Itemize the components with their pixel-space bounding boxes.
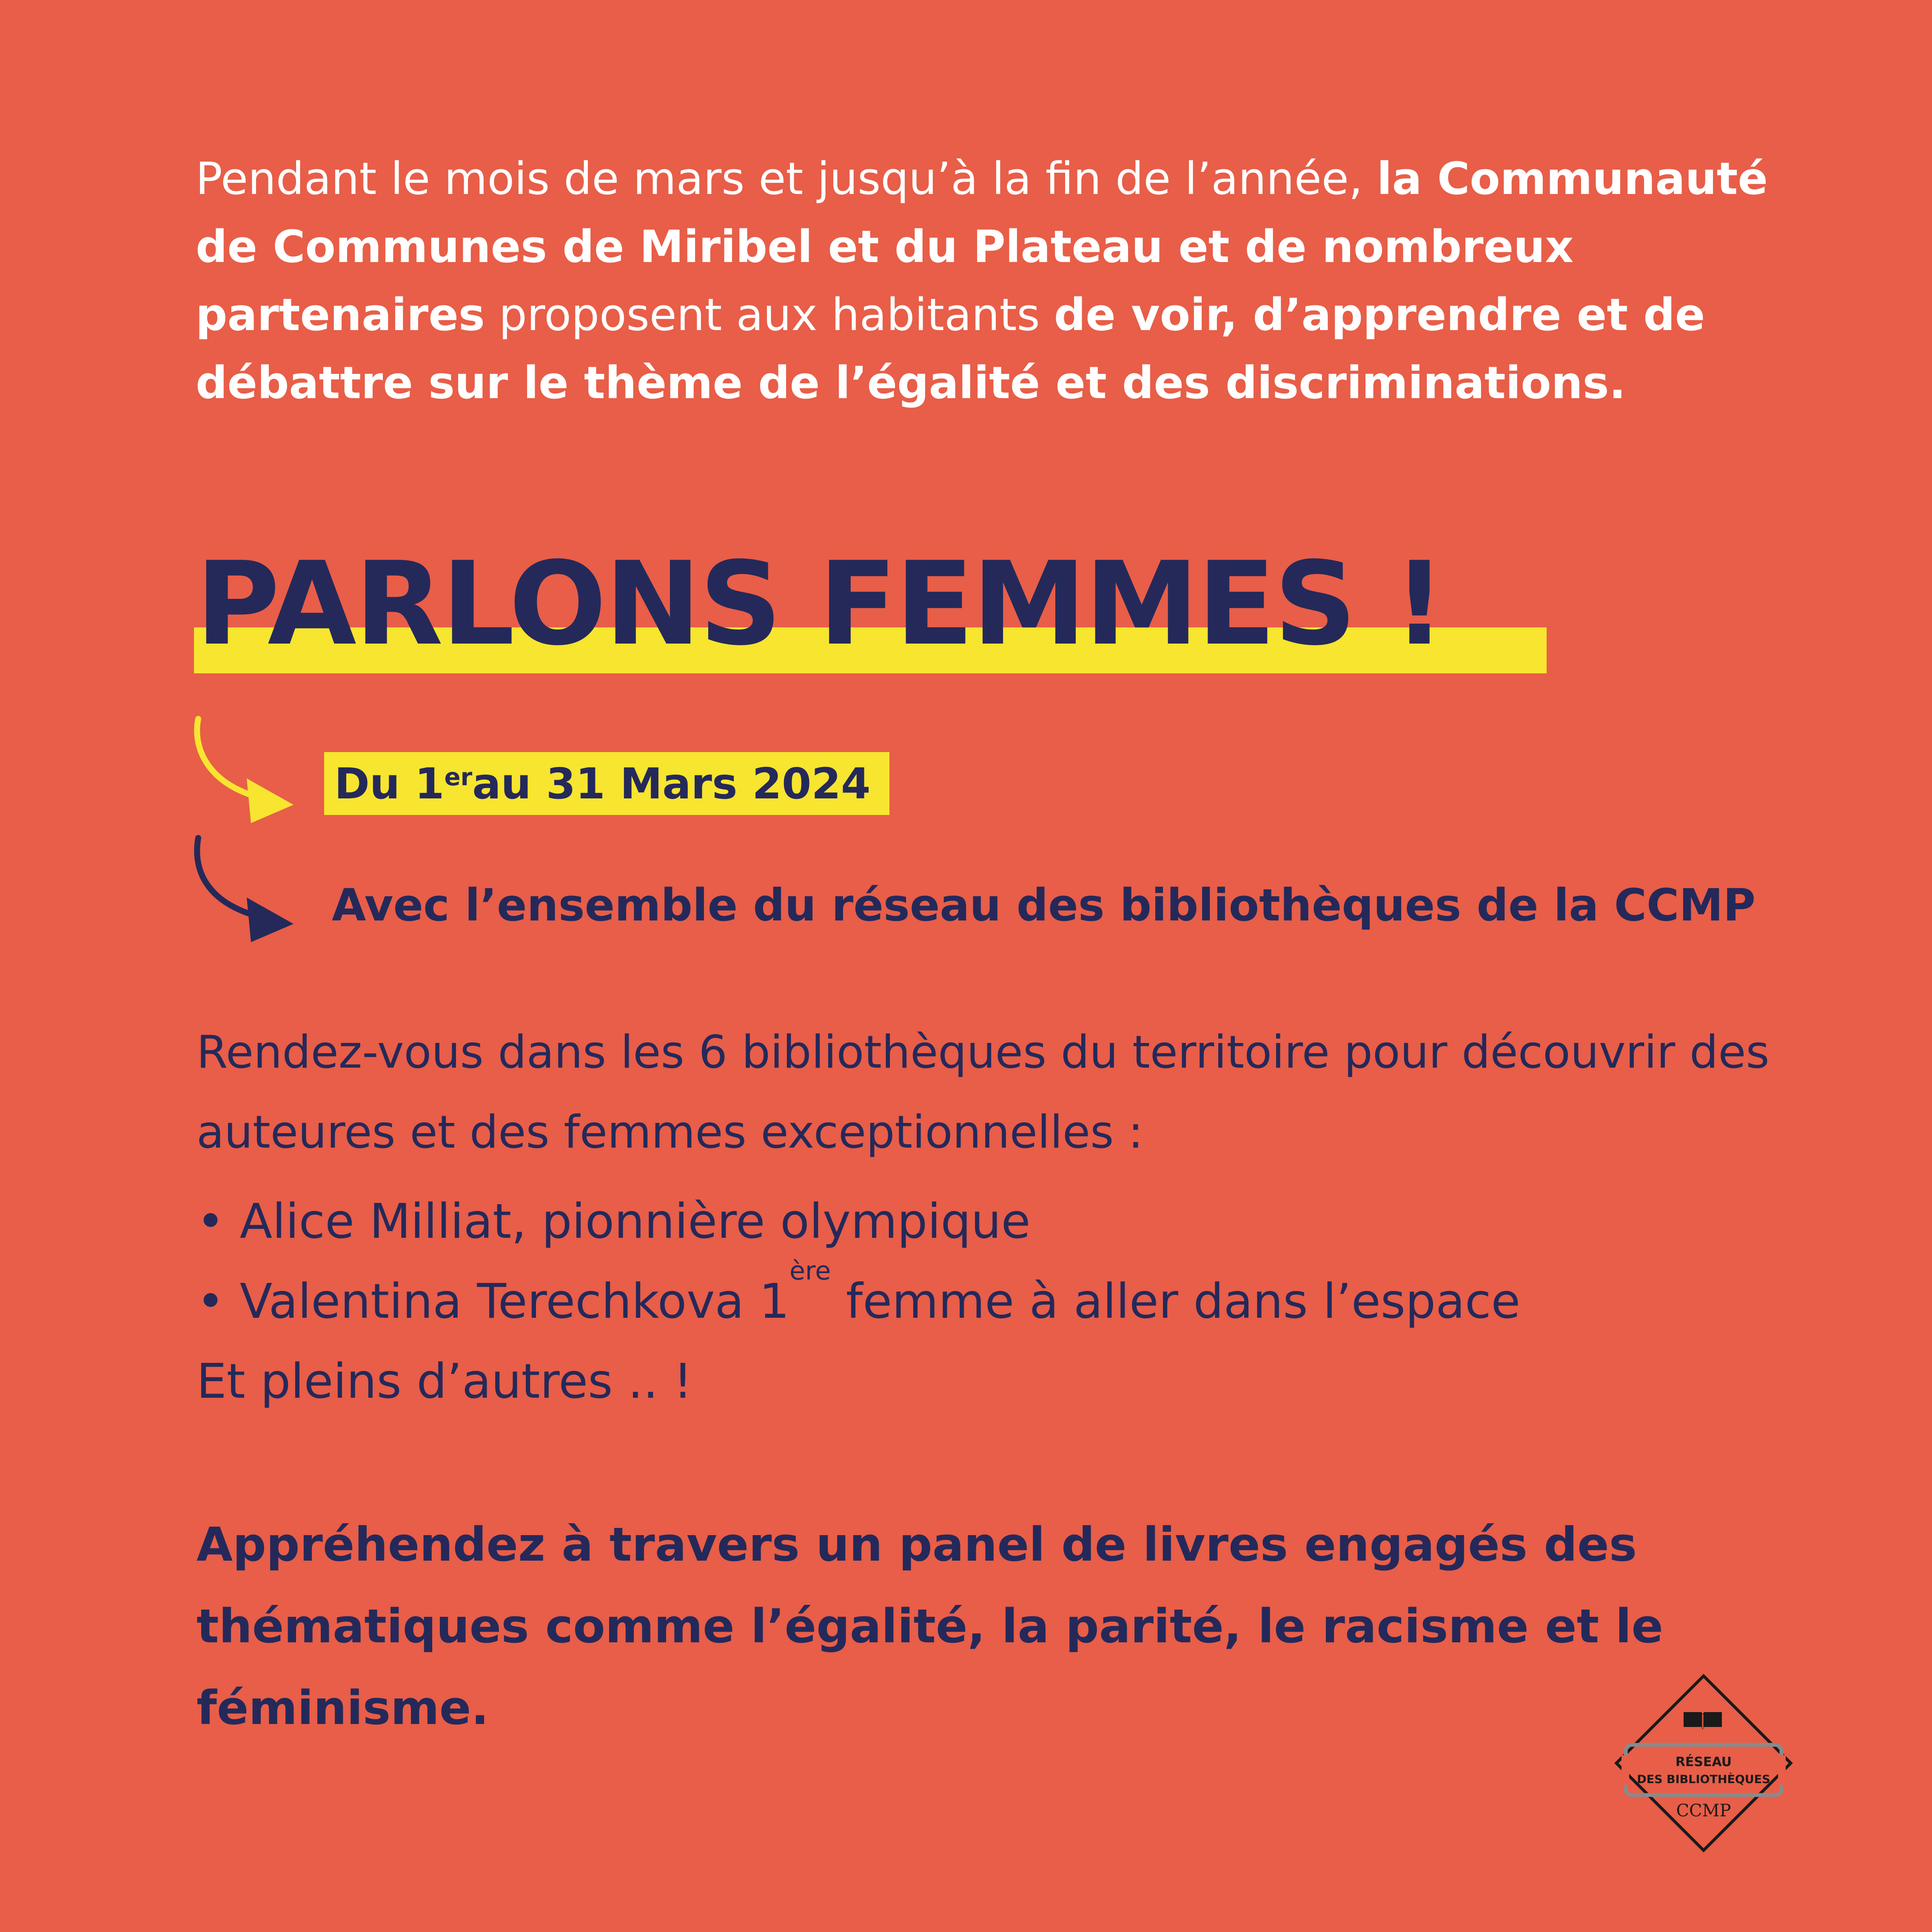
- library-network-logo: [1612, 1672, 1795, 1855]
- list-item-2-sup: ère: [789, 1256, 831, 1286]
- list-item: • Alice Milliat, pionnière olympique: [197, 1194, 1031, 1249]
- network-line: Avec l’ensemble du réseau des bibliothèques de la CCMP: [332, 879, 1756, 931]
- navy-arrow-icon: [183, 834, 302, 944]
- intro-paragraph: [196, 145, 1770, 417]
- list-more: Et pleins d’autres .. !: [197, 1354, 692, 1409]
- women-list: [197, 1182, 1804, 1422]
- date-suffix: au 31 Mars 2024: [472, 758, 871, 809]
- date-prefix: Du 1: [334, 758, 445, 809]
- intro-text-1: Pendant le mois de mars et jusqu’à la fin de l’année,: [196, 153, 1377, 205]
- list-item-2-suffix: femme à aller dans l’espace: [831, 1274, 1521, 1329]
- book-icon: [1684, 1712, 1722, 1730]
- list-item-2-prefix: • Valentina Terechkova 1: [197, 1274, 789, 1329]
- date-sup: er: [444, 764, 473, 791]
- rendezvous-paragraph: Rendez-vous dans les 6 bibliothèques du territoire pour découvrir des auteures et des femmes exceptionnelles :: [197, 1026, 1770, 1158]
- intro-text-2: la Communauté de Communes de Miribel et du Plateau et de nombreux partenaires: [196, 153, 1768, 341]
- intro-text-3: proposent aux habitants: [484, 289, 1054, 341]
- logo-line-2: DES BIBLIOTHÈQUES: [1637, 1773, 1770, 1786]
- logo-brand: CCMP: [1676, 1801, 1731, 1821]
- intro-text-4: de voir, d’apprendre et de débattre sur le thème de l’égalité et des discriminations.: [196, 289, 1705, 409]
- yellow-arrow-icon: [183, 715, 302, 825]
- date-banner: [324, 752, 889, 815]
- outro-paragraph: Appréhendez à travers un panel de livres engagés des thématiques comme l’égalité, la parité, le racisme et le féminisme.: [197, 1517, 1663, 1735]
- page-title: PARLONS FEMMES !: [196, 537, 1444, 671]
- list-item: [197, 1256, 1804, 1342]
- logo-line-1: RÉSEAU: [1675, 1755, 1732, 1770]
